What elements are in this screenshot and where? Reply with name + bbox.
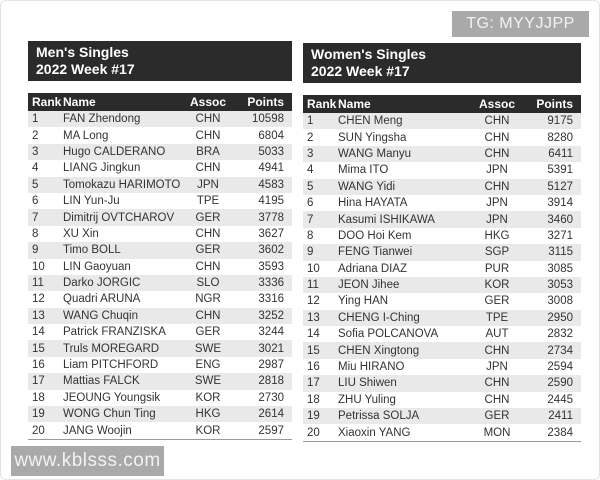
rank-cell: 14 bbox=[307, 328, 320, 341]
table-row bbox=[303, 392, 581, 408]
points-cell: 9175 bbox=[547, 115, 573, 128]
assoc-cell: CHN bbox=[195, 309, 221, 322]
rank-cell: 18 bbox=[307, 393, 320, 406]
table-header-row bbox=[28, 93, 292, 111]
points-cell: 3336 bbox=[258, 277, 284, 290]
name-cell: Hugo CALDERANO bbox=[63, 145, 166, 158]
name-cell: XU Xin bbox=[63, 227, 99, 240]
assoc-cell: CHN bbox=[195, 227, 221, 240]
points-cell: 3271 bbox=[547, 229, 573, 242]
rank-cell: 3 bbox=[307, 147, 314, 160]
table-header-row bbox=[303, 95, 581, 113]
name-cell: FENG Tianwei bbox=[338, 246, 413, 259]
assoc-cell: CHN bbox=[484, 115, 510, 128]
rank-cell: 15 bbox=[307, 344, 320, 357]
name-cell: CHENG I-Ching bbox=[338, 311, 420, 324]
assoc-cell: CHN bbox=[195, 260, 221, 273]
womens-singles-table bbox=[303, 95, 581, 442]
points-cell: 2594 bbox=[547, 361, 573, 374]
assoc-cell: ENG bbox=[195, 359, 221, 372]
points-cell: 3115 bbox=[548, 246, 573, 259]
name-cell: LIANG Jingkun bbox=[63, 162, 141, 175]
table-row bbox=[28, 422, 292, 438]
points-cell: 2411 bbox=[548, 410, 573, 423]
table-row bbox=[303, 408, 581, 424]
points-cell: 2950 bbox=[547, 311, 573, 324]
watermark-top-right-text: TG: MYYJJPP bbox=[466, 15, 575, 32]
name-column-header: Name bbox=[338, 97, 371, 111]
points-cell: 2730 bbox=[258, 391, 284, 404]
name-cell: WANG Chuqin bbox=[63, 309, 138, 322]
title-line1: Women's Singles bbox=[311, 46, 427, 62]
table-row bbox=[303, 359, 581, 375]
assoc-cell: CHN bbox=[195, 162, 221, 175]
rank-cell: 17 bbox=[307, 377, 320, 390]
rank-cell: 10 bbox=[307, 262, 320, 275]
rank-cell: 5 bbox=[307, 180, 314, 193]
rank-cell: 7 bbox=[32, 211, 39, 224]
assoc-cell: MON bbox=[483, 426, 511, 439]
assoc-cell: GER bbox=[484, 295, 510, 308]
name-cell: Hina HAYATA bbox=[338, 197, 408, 210]
table-row bbox=[303, 113, 581, 129]
rank-cell: 19 bbox=[32, 408, 45, 421]
name-cell: Dimitrij OVTCHAROV bbox=[63, 211, 175, 224]
rank-cell: 13 bbox=[307, 311, 320, 324]
table-row bbox=[303, 375, 581, 391]
rank-cell: 8 bbox=[307, 229, 314, 242]
name-cell: Adriana DIAZ bbox=[338, 262, 408, 275]
rank-cell: 16 bbox=[32, 359, 45, 372]
name-cell: LIU Shiwen bbox=[338, 377, 397, 390]
title-line2: 2022 Week #17 bbox=[311, 63, 410, 79]
table-row bbox=[28, 275, 292, 291]
assoc-cell: KOR bbox=[195, 424, 221, 437]
points-cell: 5127 bbox=[547, 180, 573, 193]
rank-cell: 2 bbox=[307, 131, 314, 144]
name-cell: FAN Zhendong bbox=[63, 113, 141, 126]
table-row bbox=[28, 209, 292, 225]
table-row bbox=[28, 226, 292, 242]
watermark-top-right bbox=[452, 11, 589, 37]
name-cell: Kasumi ISHIKAWA bbox=[338, 213, 435, 226]
rank-cell: 6 bbox=[307, 197, 314, 210]
title-line2: 2022 Week #17 bbox=[36, 61, 135, 77]
table-row bbox=[28, 373, 292, 389]
assoc-cell: GER bbox=[195, 211, 221, 224]
assoc-cell: NGR bbox=[195, 293, 221, 306]
rank-column-header: Rank bbox=[307, 97, 337, 111]
points-cell: 3602 bbox=[258, 244, 284, 257]
womens-singles-title bbox=[303, 43, 581, 83]
assoc-cell: SGP bbox=[484, 246, 510, 259]
assoc-cell: JPN bbox=[486, 361, 508, 374]
table-row bbox=[303, 211, 581, 227]
rank-cell: 9 bbox=[307, 246, 314, 259]
rank-cell: 6 bbox=[32, 195, 39, 208]
assoc-cell: TPE bbox=[196, 195, 220, 208]
rank-cell: 13 bbox=[32, 309, 45, 322]
name-cell: JANG Woojin bbox=[63, 424, 132, 437]
table-row bbox=[28, 259, 292, 275]
points-cell: 8280 bbox=[547, 131, 573, 144]
table-row bbox=[28, 406, 292, 422]
table-row bbox=[303, 326, 581, 342]
rank-cell: 17 bbox=[32, 375, 45, 388]
rank-cell: 15 bbox=[32, 342, 45, 355]
name-cell: Timo BOLL bbox=[63, 244, 121, 257]
name-cell: Miu HIRANO bbox=[338, 361, 405, 374]
name-cell: WANG Yidi bbox=[338, 180, 396, 193]
points-cell: 5391 bbox=[547, 164, 573, 177]
points-cell: 2597 bbox=[258, 424, 284, 437]
rank-cell: 9 bbox=[32, 244, 39, 257]
watermark-bottom-left-text: www.kblsss.com bbox=[14, 450, 161, 471]
rank-cell: 1 bbox=[307, 115, 314, 128]
assoc-column-header: Assoc bbox=[478, 97, 516, 111]
points-cell: 3053 bbox=[547, 279, 573, 292]
rank-cell: 2 bbox=[32, 129, 39, 142]
rank-cell: 5 bbox=[32, 178, 39, 191]
points-cell: 2590 bbox=[547, 377, 573, 390]
table-row bbox=[303, 424, 581, 440]
name-cell: Xiaoxin YANG bbox=[338, 426, 411, 439]
table-row bbox=[303, 310, 581, 326]
name-cell: Ying HAN bbox=[338, 295, 389, 308]
assoc-cell: GER bbox=[195, 326, 221, 339]
assoc-cell: CHN bbox=[195, 129, 221, 142]
assoc-cell: KOR bbox=[484, 279, 510, 292]
table-row bbox=[28, 357, 292, 373]
table-row bbox=[303, 244, 581, 260]
name-cell: Mattias FALCK bbox=[63, 375, 140, 388]
table-row bbox=[28, 193, 292, 209]
table-row bbox=[303, 195, 581, 211]
rank-cell: 18 bbox=[32, 391, 45, 404]
name-cell: JEON Jihee bbox=[338, 279, 400, 292]
points-cell: 4195 bbox=[258, 195, 284, 208]
name-cell: LIN Yun-Ju bbox=[63, 195, 120, 208]
name-cell: WONG Chun Ting bbox=[63, 408, 156, 421]
rank-cell: 16 bbox=[307, 361, 320, 374]
rank-cell: 1 bbox=[32, 113, 39, 126]
name-cell: MA Long bbox=[63, 129, 109, 142]
watermark-bottom-left bbox=[11, 446, 164, 476]
assoc-cell: JPN bbox=[486, 213, 508, 226]
name-cell: Mima ITO bbox=[338, 164, 389, 177]
points-cell: 3244 bbox=[258, 326, 284, 339]
points-cell: 2734 bbox=[547, 344, 573, 357]
name-column-header: Name bbox=[63, 95, 96, 109]
assoc-cell: CHN bbox=[484, 147, 510, 160]
table-row bbox=[28, 324, 292, 340]
points-cell: 3316 bbox=[258, 293, 284, 306]
points-cell: 3021 bbox=[258, 342, 284, 355]
points-cell: 6411 bbox=[548, 147, 573, 160]
name-cell: WANG Manyu bbox=[338, 147, 412, 160]
points-cell: 3460 bbox=[547, 213, 573, 226]
assoc-cell: SWE bbox=[194, 375, 222, 388]
assoc-cell: CHN bbox=[484, 344, 510, 357]
assoc-cell: JPN bbox=[486, 197, 508, 210]
table-row bbox=[303, 261, 581, 277]
mens-singles-table bbox=[28, 93, 292, 440]
points-cell: 2614 bbox=[258, 408, 284, 421]
points-cell: 5033 bbox=[258, 145, 284, 158]
table-body bbox=[303, 113, 581, 442]
assoc-cell: HKG bbox=[195, 408, 221, 421]
points-cell: 10598 bbox=[252, 113, 284, 126]
assoc-cell: PUR bbox=[484, 262, 510, 275]
table-row bbox=[28, 160, 292, 176]
table-body bbox=[28, 111, 292, 440]
points-cell: 4941 bbox=[258, 162, 284, 175]
rank-cell: 11 bbox=[307, 279, 319, 292]
table-row bbox=[28, 242, 292, 258]
name-cell: Quadri ARUNA bbox=[63, 293, 141, 306]
name-cell: Darko JORGIC bbox=[63, 277, 141, 290]
rank-column-header: Rank bbox=[32, 95, 62, 109]
table-row bbox=[303, 162, 581, 178]
points-cell: 3085 bbox=[547, 262, 573, 275]
rank-cell: 3 bbox=[32, 145, 39, 158]
table-row bbox=[28, 144, 292, 160]
assoc-cell: CHN bbox=[195, 113, 221, 126]
rank-cell: 4 bbox=[32, 162, 39, 175]
name-cell: Liam PITCHFORD bbox=[63, 359, 159, 372]
name-cell: Sofia POLCANOVA bbox=[338, 328, 439, 341]
table-row bbox=[28, 177, 292, 193]
rank-cell: 12 bbox=[307, 295, 320, 308]
table-row bbox=[303, 179, 581, 195]
name-cell: CHEN Meng bbox=[338, 115, 403, 128]
table-row bbox=[28, 340, 292, 356]
assoc-cell: AUT bbox=[485, 328, 509, 341]
assoc-cell: JPN bbox=[197, 178, 219, 191]
name-cell: Patrick FRANZISKA bbox=[63, 326, 166, 339]
assoc-cell: HKG bbox=[484, 229, 510, 242]
name-cell: ZHU Yuling bbox=[338, 393, 396, 406]
points-cell: 3778 bbox=[258, 211, 284, 224]
name-cell: Truls MOREGARD bbox=[63, 342, 160, 355]
assoc-cell: SWE bbox=[194, 342, 222, 355]
rank-cell: 7 bbox=[307, 213, 314, 226]
points-column-header: Points bbox=[247, 95, 284, 109]
table-row bbox=[303, 228, 581, 244]
rank-cell: 11 bbox=[32, 277, 44, 290]
table-row bbox=[303, 342, 581, 358]
table-row bbox=[303, 146, 581, 162]
rank-cell: 19 bbox=[307, 410, 320, 423]
rank-cell: 20 bbox=[32, 424, 45, 437]
rank-cell: 12 bbox=[32, 293, 45, 306]
points-column-header: Points bbox=[536, 97, 573, 111]
assoc-cell: JPN bbox=[486, 164, 508, 177]
points-cell: 2832 bbox=[547, 328, 573, 341]
assoc-cell: CHN bbox=[484, 393, 510, 406]
points-cell: 3252 bbox=[258, 309, 284, 322]
name-cell: JEOUNG Youngsik bbox=[63, 391, 161, 404]
points-cell: 3627 bbox=[258, 227, 284, 240]
rank-cell: 20 bbox=[307, 426, 320, 439]
points-cell: 6804 bbox=[258, 129, 284, 142]
mens-singles-title bbox=[28, 41, 292, 81]
assoc-cell: GER bbox=[484, 410, 510, 423]
table-row bbox=[303, 129, 581, 145]
table-row bbox=[28, 390, 292, 406]
assoc-cell: TPE bbox=[485, 311, 509, 324]
table-row bbox=[28, 111, 292, 127]
rank-cell: 8 bbox=[32, 227, 39, 240]
points-cell: 3008 bbox=[547, 295, 573, 308]
assoc-cell: GER bbox=[195, 244, 221, 257]
name-cell: DOO Hoi Kem bbox=[338, 229, 412, 242]
points-cell: 3593 bbox=[258, 260, 284, 273]
assoc-cell: CHN bbox=[484, 131, 510, 144]
points-cell: 2384 bbox=[547, 426, 573, 439]
mens-singles-section bbox=[28, 41, 292, 440]
name-cell: SUN Yingsha bbox=[338, 131, 407, 144]
points-cell: 2445 bbox=[547, 393, 573, 406]
points-cell: 3914 bbox=[547, 197, 573, 210]
table-row bbox=[303, 293, 581, 309]
assoc-cell: CHN bbox=[484, 377, 510, 390]
name-cell: Petrissa SOLJA bbox=[338, 410, 420, 423]
table-row bbox=[28, 127, 292, 143]
rank-cell: 4 bbox=[307, 164, 314, 177]
points-cell: 4583 bbox=[258, 178, 284, 191]
assoc-cell: KOR bbox=[195, 391, 221, 404]
table-row bbox=[28, 308, 292, 324]
title-line1: Men's Singles bbox=[36, 44, 129, 60]
rank-cell: 10 bbox=[32, 260, 45, 273]
rank-cell: 14 bbox=[32, 326, 45, 339]
table-row bbox=[303, 277, 581, 293]
points-cell: 2987 bbox=[258, 359, 284, 372]
table-row bbox=[28, 291, 292, 307]
points-cell: 2818 bbox=[258, 375, 284, 388]
assoc-cell: CHN bbox=[484, 180, 510, 193]
assoc-cell: BRA bbox=[196, 145, 220, 158]
womens-singles-section bbox=[303, 43, 581, 442]
name-cell: Tomokazu HARIMOTO bbox=[63, 178, 181, 191]
name-cell: LIN Gaoyuan bbox=[63, 260, 131, 273]
name-cell: CHEN Xingtong bbox=[338, 344, 420, 357]
assoc-column-header: Assoc bbox=[189, 95, 227, 109]
assoc-cell: SLO bbox=[196, 277, 220, 290]
